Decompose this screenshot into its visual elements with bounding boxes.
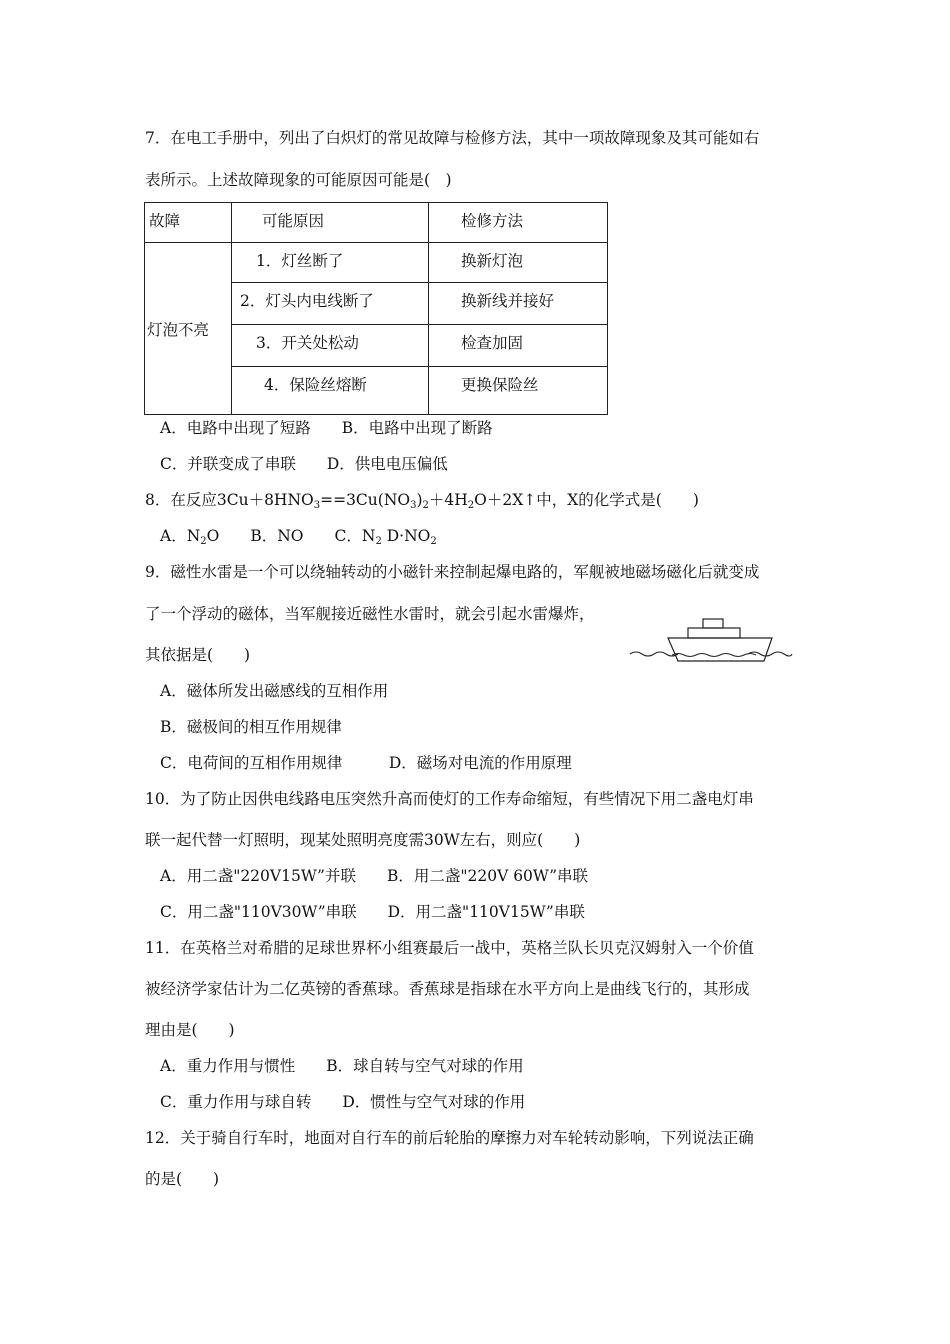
q11-options-cd: C．重力作用与球自转 D．惯性与空气对球的作用 (160, 1093, 526, 1111)
cause-2: 2．灯头内电线断了 (232, 283, 429, 325)
q10-options-cd: C．用二盏"110V30W”串联 D．用二盏"110V15W”串联 (160, 903, 585, 921)
fix-4: 更换保险丝 (429, 367, 608, 415)
q9-stem-line3: 其依据是( ) (145, 646, 251, 664)
q10-options-ab: A．用二盏"220V15W”并联 B．用二盏"220V 60W”串联 (160, 867, 589, 885)
header-fault: 故障 (145, 203, 232, 243)
fault-table (144, 202, 608, 415)
q12-stem-line1: 12．关于骑自行车时，地面对自行车的前后轮胎的摩擦力对车轮转动影响，下列说法正确 (145, 1129, 754, 1147)
fix-1: 换新灯泡 (429, 243, 608, 283)
warship-on-water-icon (628, 615, 794, 673)
q11-stem-line3: 理由是( ) (145, 1021, 235, 1039)
q9-option-b: B．磁极间的相互作用规律 (160, 718, 342, 736)
q11-stem-line2: 被经济学家估计为二亿英镑的香蕉球。香蕉球是指球在水平方向上是曲线飞行的，其形成 (145, 980, 750, 998)
header-cause: 可能原因 (232, 203, 429, 243)
cause-4: 4．保险丝熔断 (232, 367, 429, 415)
fault-cell: 灯泡不亮 (145, 243, 232, 415)
q8-options: A．N2O B．NO C．N2 D·NO2 (160, 527, 437, 547)
q7-stem-line2: 表所示。上述故障现象的可能原因可能是( ) (145, 171, 452, 189)
header-fix: 检修方法 (429, 203, 608, 243)
cause-3: 3．开关处松动 (232, 325, 429, 367)
q9-option-a: A．磁体所发出磁感线的互相作用 (160, 682, 389, 700)
q8-stem: 8．在反应3Cu＋8HNO3==3Cu(NO3)2＋4H2O＋2X↑中，X的化学式是( ) (145, 491, 699, 511)
fix-3: 检查加固 (429, 325, 608, 367)
q7-options-ab: A．电路中出现了短路 B．电路中出现了断路 (160, 419, 493, 437)
q11-stem-line1: 11．在英格兰对希腊的足球世界杯小组赛最后一战中，英格兰队长贝克汉姆射入一个价值 (145, 939, 754, 957)
q7-stem-line1: 7．在电工手册中，列出了白炽灯的常见故障与检修方法，其中一项故障现象及其可能如右 (145, 129, 760, 147)
q7-options-cd: C．并联变成了串联 D．供电电压偏低 (160, 455, 448, 473)
q9-stem-line2: 了一个浮动的磁体，当军舰接近磁性水雷时，就会引起水雷爆炸， (145, 605, 595, 623)
q12-stem-line2: 的是( ) (145, 1170, 220, 1188)
q11-options-ab: A．重力作用与惯性 B．球自转与空气对球的作用 (160, 1057, 524, 1075)
fix-2: 换新线并接好 (429, 283, 608, 325)
q9-stem-line1: 9．磁性水雷是一个可以绕轴转动的小磁针来控制起爆电路的，军舰被地磁场磁化后就变成 (145, 563, 760, 581)
q10-stem-line1: 10．为了防止因供电线路电压突然升高而使灯的工作寿命缩短，有些情况下用二盏电灯串 (145, 790, 754, 808)
cause-1: 1．灯丝断了 (232, 243, 429, 283)
q9-options-cd: C．电荷间的互相作用规律 D．磁场对电流的作用原理 (160, 754, 572, 772)
q10-stem-line2: 联一起代替一灯照明，现某处照明亮度需30W左右，则应( ) (145, 831, 581, 849)
